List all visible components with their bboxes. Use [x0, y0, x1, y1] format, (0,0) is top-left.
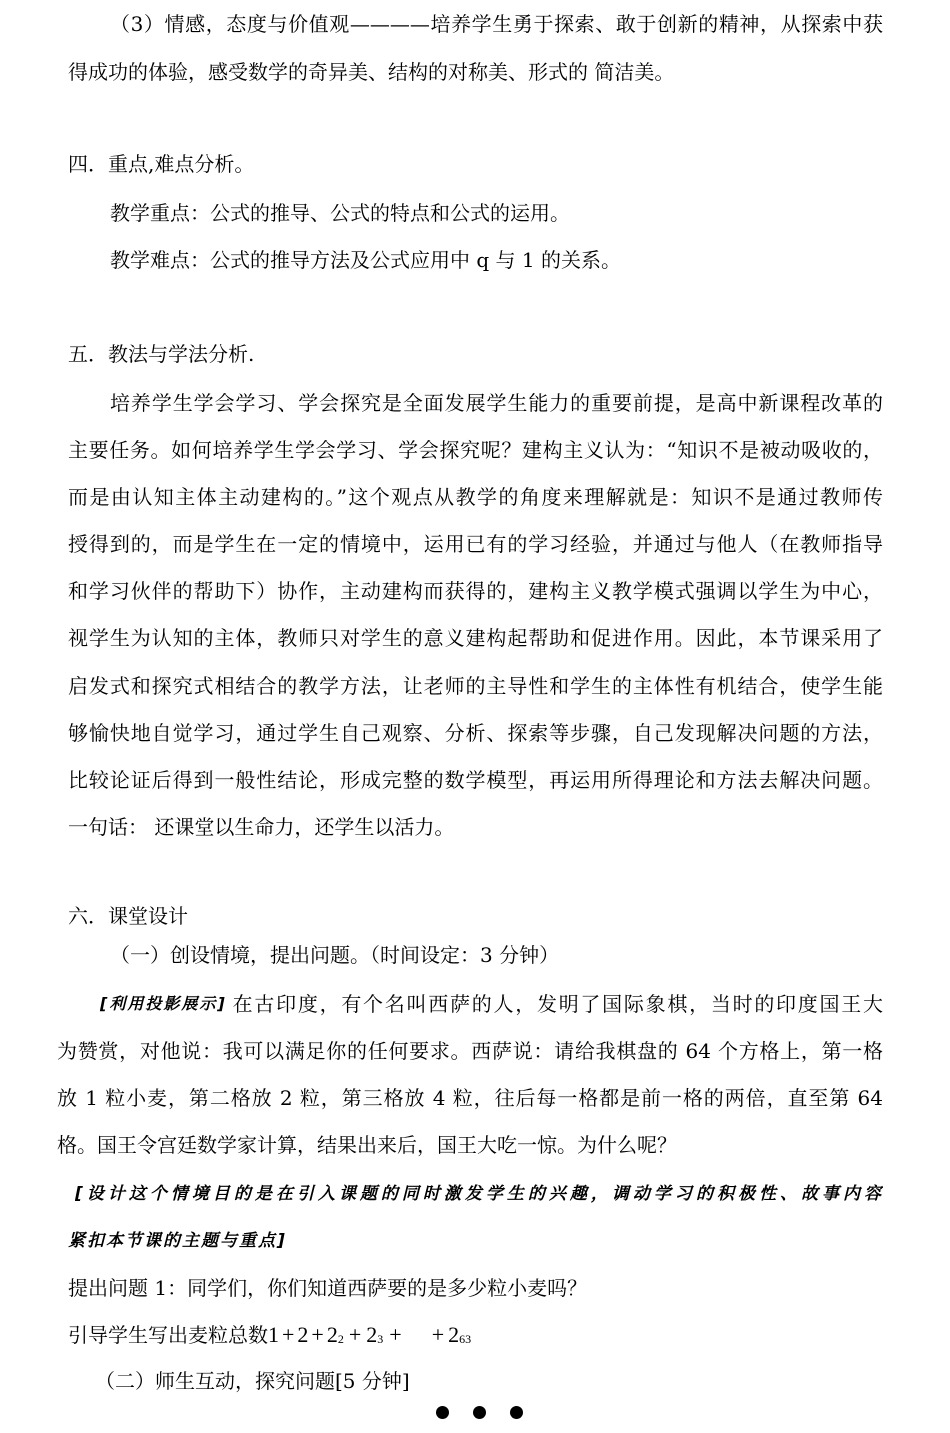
wheat-sum-formula	[268, 1321, 471, 1352]
story-first-line	[100, 990, 883, 1018]
design-note-line-1: [设计这个情境目的是在引入课题的同时激发学生的兴趣，调动学习的积极性、故事内容	[75, 1184, 883, 1204]
difficulty: 教学难点：公式的推导方法及公式应用中 q 与 1 的关系。	[110, 248, 621, 272]
key-point: 教学重点：公式的推导、公式的特点和公式的运用。	[110, 201, 570, 225]
story-line: 为赞赏，对他说：我可以满足你的任何要求。西萨说：请给我棋盘的 64 个方格上，第一格	[57, 1039, 883, 1063]
question-1: 提出问题 1：同学们，你们知道西萨要的是多少粒小麦吗？	[68, 1276, 588, 1300]
section6-heading: 六．课堂设计	[68, 904, 188, 928]
story-line: 格。国王令宫廷数学家计算，结果出来后，国王大吃一惊。为什么呢？	[57, 1133, 677, 1157]
goal-line-2: 得成功的体验，感受数学的奇异美、结构的对称美、形式的 简洁美。	[68, 60, 675, 84]
section5-heading: 五．教法与学法分析.	[68, 342, 255, 366]
formula-term: 2	[366, 1322, 378, 1347]
dot-icon	[436, 1406, 449, 1419]
section5-summary: 一句话： 还课堂以生命力，还学生以活力。	[68, 815, 455, 839]
section5-line: 培养学生学会学习、学会探究是全面发展学生能力的重要前提，是高中新课程改革的	[110, 391, 883, 415]
formula-plus: +	[282, 1322, 295, 1347]
story-line: 放 1 粒小麦，第二格放 2 粒，第三格放 4 粒，往后每一格都是前一格的两倍，直至第 64	[57, 1086, 883, 1110]
formula-plus: +	[348, 1322, 362, 1347]
formula-term: 1	[268, 1322, 279, 1347]
guide-line	[68, 1321, 471, 1349]
section5-line: 比较论证后得到一般性结论，形成完整的数学模型，再运用所得理论和方法去解决问题。	[68, 768, 883, 792]
formula-exponent: 63	[459, 1332, 472, 1346]
subsection-2-heading: （二）师生互动，探究问题[5 分钟]	[95, 1369, 410, 1393]
design-note-line-2: 紧扣本节课的主题与重点]	[68, 1231, 287, 1251]
formula-term: 2	[326, 1322, 338, 1347]
formula-plus: +	[431, 1322, 445, 1347]
projection-tag: [利用投影展示]	[100, 994, 227, 1013]
formula-term: 2	[448, 1322, 460, 1347]
formula-plus: +	[389, 1322, 402, 1347]
section5-line: 而是由认知主体主动建构的。”这个观点从教学的角度来理解就是：知识不是通过教师传	[68, 485, 883, 509]
goal-line-1: （3）情感，态度与价值观————培养学生勇于探索、敢于创新的精神，从探索中获	[110, 12, 883, 36]
section5-line: 视学生为认知的主体，教师只对学生的意义建构起帮助和促进作用。因此，本节课采用了	[68, 626, 883, 650]
formula-plus: +	[311, 1322, 324, 1347]
section4-heading: 四．重点,难点分析。	[68, 152, 255, 176]
section5-line: 主要任务。如何培养学生学会学习、学会探究呢？建构主义认为：“知识不是被动吸收的，	[68, 438, 883, 462]
section5-line: 启发式和探究式相结合的教学方法，让老师的主导性和学生的主体性有机结合，使学生能	[68, 674, 883, 698]
formula-exponent: 2	[337, 1332, 344, 1346]
section5-line: 授得到的，而是学生在一定的情境中，运用已有的学习经验，并通过与他人（在教师指导	[68, 532, 883, 556]
subsection-1-heading: （一）创设情境，提出问题。（时间设定：3 分钟）	[110, 943, 560, 967]
formula-exponent: 3	[377, 1332, 384, 1346]
formula-term: 2	[297, 1322, 309, 1347]
section5-line: 够愉快地自觉学习，通过学生自己观察、分析、探索等步骤，自己发现解决问题的方法，	[68, 721, 883, 745]
story-text: 在古印度，有个名叫西萨的人，发明了国际象棋，当时的印度国王大	[232, 992, 883, 1016]
dot-icon	[473, 1406, 486, 1419]
guide-text: 引导学生写出麦粒总数	[68, 1323, 268, 1347]
continuation-dots	[436, 1406, 523, 1419]
section5-line: 和学习伙伴的帮助下）协作，主动建构而获得的，建构主义教学模式强调以学生为中心，	[68, 579, 883, 603]
dot-icon	[510, 1406, 523, 1419]
